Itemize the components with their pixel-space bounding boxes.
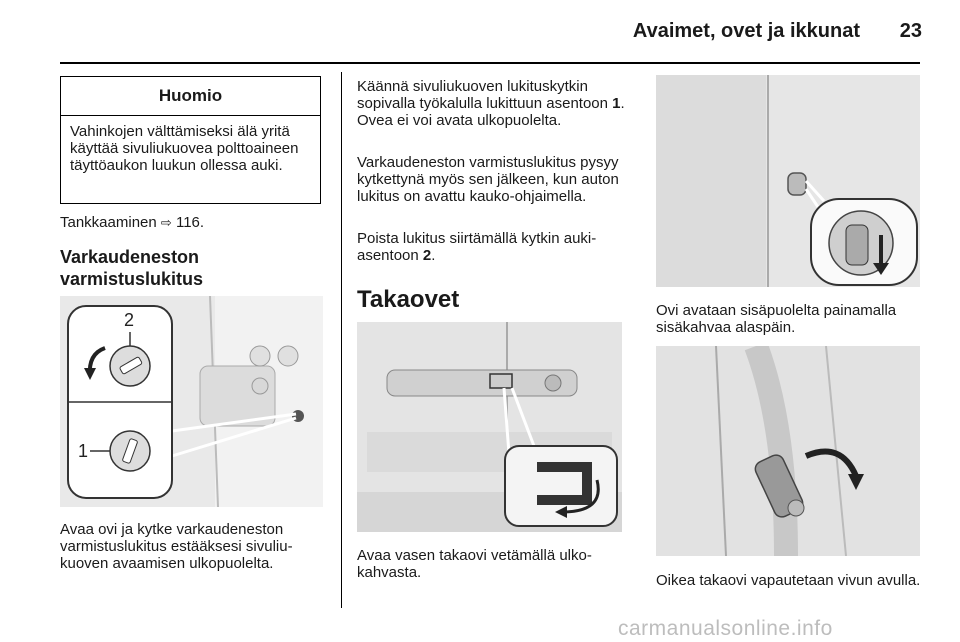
- section-heading-rear-doors: Takaovet: [357, 286, 460, 313]
- watermark: carmanualsonline.info: [618, 617, 833, 640]
- page-number: 23: [899, 20, 922, 42]
- lock-switch-paragraph: [357, 78, 627, 129]
- right-outline-arrow-icon: ⇨: [160, 215, 172, 230]
- lock-position-1: 1: [612, 95, 621, 112]
- right-rear-door-lever-illustration: [656, 346, 920, 556]
- rear-door-handle-illustration: [357, 322, 622, 532]
- reference-text: Tankkaaminen: [60, 214, 157, 231]
- antitheft-lock-figure: [60, 296, 323, 507]
- section-heading-antitheft: Varkaudeneston varmistuslukitus: [60, 247, 204, 289]
- notice-title: Huomio: [61, 77, 320, 116]
- label-position-2: 2: [124, 310, 135, 330]
- column-divider: [341, 72, 342, 608]
- notice-text: Vahinkojen välttämiseksi älä yritä käyttää sivuliukuovea polttoaineen täyttöaukon luukun ollessa auki.: [70, 123, 299, 174]
- notice-box: [60, 76, 321, 204]
- header-title: Avaimet, ovet ja ikkunat: [632, 20, 860, 42]
- inner-handle-caption: Ovi avataan sisäpuolelta painamalla sisäkahvaa alaspäin.: [656, 302, 897, 336]
- unlock-paragraph: [357, 230, 627, 264]
- header-rule: [60, 62, 920, 64]
- lock-switch-text-after: . Ovea ei voi avata ulkopuolelta.: [357, 95, 625, 129]
- antitheft-lock-illustration: [60, 296, 323, 507]
- lock-persist-paragraph: Varkaudeneston varmistuslukitus pysyy kytkettynä myös sen jälkeen, kun auton lukitus on avattu kauko-ohjaimella.: [357, 154, 619, 205]
- lock-switch-text-before: Käännä sivuliukuoven lukituskytkin sopivalla työkalulla lukittuun asentoon: [357, 78, 613, 112]
- right-rear-door-lever-figure: [656, 346, 920, 556]
- antitheft-caption: Avaa ovi ja kytke varkaudeneston varmistuslukitus estääksesi sivuliukuoven avaamisen ulkopuolelta.: [60, 521, 293, 572]
- lock-position-2: 2: [422, 247, 432, 264]
- right-rear-door-caption: Oikea takaovi vapautetaan vivun avulla.: [656, 572, 921, 589]
- rear-door-handle-figure: [357, 322, 622, 532]
- rear-door-left-caption: Avaa vasen takaovi vetämällä ulkokahvasta.: [357, 547, 592, 581]
- inner-handle-illustration: [656, 75, 920, 287]
- unlock-text-after: .: [431, 247, 436, 264]
- refuelling-reference: [60, 214, 330, 231]
- inner-handle-figure: [656, 75, 920, 287]
- reference-page: 116.: [175, 214, 205, 231]
- unlock-text-before: Poista lukitus siirtämällä kytkin auki-asentoon: [357, 230, 597, 264]
- label-position-1: 1: [78, 441, 89, 461]
